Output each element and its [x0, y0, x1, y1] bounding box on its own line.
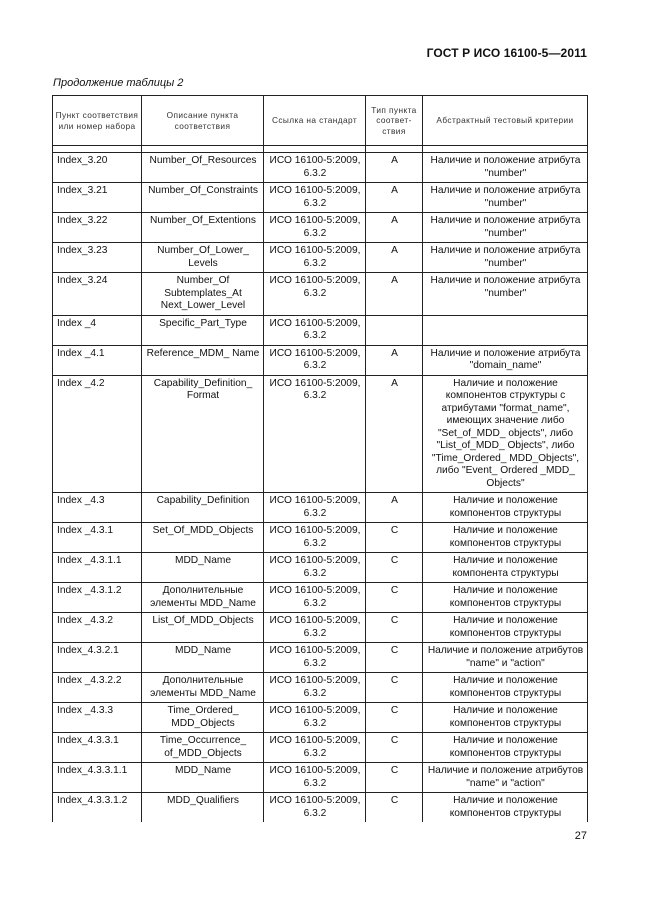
column-header-description: Описание пункта соответствия: [142, 96, 264, 146]
row-description-cell: Дополнительные элементы MDD_Name: [142, 673, 264, 703]
row-criteria-cell: Наличие и положение атрибутов "name" и "action": [423, 643, 588, 673]
table-row: [53, 153, 588, 183]
row-reference-cell: ИСО 16100-5:2009, 6.3.2: [264, 153, 366, 183]
row-type-cell: C: [366, 703, 423, 733]
row-id-cell: Index_4.3.2.1: [53, 643, 142, 673]
row-criteria-cell: [423, 315, 588, 345]
row-criteria-cell: Наличие и положение атрибута "number": [423, 273, 588, 316]
row-criteria-cell: Наличие и положение атрибута "domain_name": [423, 345, 588, 375]
row-description-cell: Number_Of_Constraints: [142, 183, 264, 213]
row-id-cell: Index _4.3.1.1: [53, 553, 142, 583]
row-reference-cell: ИСО 16100-5:2009, 6.3.2: [264, 703, 366, 733]
table-row: [53, 375, 588, 493]
row-criteria-cell: Наличие и положение атрибутов "name" и "action": [423, 763, 588, 793]
row-criteria-cell: Наличие и положение компонентов структуры с атрибутами "format_name", имеющих значение либо "Set_of_MDD_ objects", либо "List_of_MDD_ Objects", либо "Time_Ordered_ MDD_Objects", либо "Event_ Ordered _MDD_ Objects": [423, 375, 588, 493]
row-criteria-cell: Наличие и положение компонентов структуры: [423, 523, 588, 553]
table-row: [53, 643, 588, 673]
row-criteria-cell: Наличие и положение компонентов структуры: [423, 703, 588, 733]
row-type-cell: C: [366, 793, 423, 823]
column-header-id: Пункт соответствия или номер набора: [53, 96, 142, 146]
row-reference-cell: ИСО 16100-5:2009, 6.3.2: [264, 315, 366, 345]
row-description-cell: Capability_Definition: [142, 493, 264, 523]
row-id-cell: Index _4.3.2.2: [53, 673, 142, 703]
row-type-cell: C: [366, 763, 423, 793]
table-body: [53, 146, 588, 823]
row-id-cell: Index_4.3.3.1: [53, 733, 142, 763]
conformance-table: [52, 95, 588, 822]
row-reference-cell: ИСО 16100-5:2009, 6.3.2: [264, 793, 366, 823]
row-description-cell: Specific_Part_Type: [142, 315, 264, 345]
row-description-cell: MDD_Name: [142, 763, 264, 793]
table-row: [53, 703, 588, 733]
row-reference-cell: ИСО 16100-5:2009, 6.3.2: [264, 733, 366, 763]
row-id-cell: Index_3.20: [53, 153, 142, 183]
row-reference-cell: ИСО 16100-5:2009, 6.3.2: [264, 643, 366, 673]
row-type-cell: A: [366, 153, 423, 183]
row-reference-cell: ИСО 16100-5:2009, 6.3.2: [264, 613, 366, 643]
row-type-cell: C: [366, 733, 423, 763]
row-reference-cell: ИСО 16100-5:2009, 6.3.2: [264, 493, 366, 523]
row-description-cell: Time_Occurrence_ of_MDD_Objects: [142, 733, 264, 763]
column-header-criteria: Абстрактный тестовый критерии: [423, 96, 588, 146]
row-type-cell: A: [366, 375, 423, 493]
table-row: [53, 553, 588, 583]
row-criteria-cell: Наличие и положение компонентов структуры: [423, 793, 588, 823]
row-description-cell: MDD_Name: [142, 553, 264, 583]
row-id-cell: Index _4.3: [53, 493, 142, 523]
table-row: [53, 763, 588, 793]
row-type-cell: A: [366, 345, 423, 375]
row-reference-cell: ИСО 16100-5:2009, 6.3.2: [264, 213, 366, 243]
table-row: [53, 583, 588, 613]
row-reference-cell: ИСО 16100-5:2009, 6.3.2: [264, 273, 366, 316]
table-row: [53, 493, 588, 523]
row-id-cell: Index _4.1: [53, 345, 142, 375]
column-header-reference: Ссылка на стандарт: [264, 96, 366, 146]
row-id-cell: Index_4.3.3.1.1: [53, 763, 142, 793]
row-id-cell: Index _4.3.1.2: [53, 583, 142, 613]
row-reference-cell: ИСО 16100-5:2009, 6.3.2: [264, 763, 366, 793]
row-reference-cell: ИСО 16100-5:2009, 6.3.2: [264, 183, 366, 213]
row-id-cell: Index_3.23: [53, 243, 142, 273]
table-header-row: [53, 96, 588, 146]
row-description-cell: Number_Of_Resources: [142, 153, 264, 183]
row-type-cell: C: [366, 523, 423, 553]
row-description-cell: List_Of_MDD_Objects: [142, 613, 264, 643]
row-reference-cell: ИСО 16100-5:2009, 6.3.2: [264, 523, 366, 553]
table-row: [53, 673, 588, 703]
row-description-cell: Number_Of_Lower_ Levels: [142, 243, 264, 273]
row-type-cell: C: [366, 583, 423, 613]
row-reference-cell: ИСО 16100-5:2009, 6.3.2: [264, 375, 366, 493]
row-reference-cell: ИСО 16100-5:2009, 6.3.2: [264, 345, 366, 375]
row-id-cell: Index _4.3.2: [53, 613, 142, 643]
column-header-type: Тип пункта соответ- ствия: [366, 96, 423, 146]
row-type-cell: C: [366, 643, 423, 673]
row-reference-cell: ИСО 16100-5:2009, 6.3.2: [264, 243, 366, 273]
row-reference-cell: ИСО 16100-5:2009, 6.3.2: [264, 583, 366, 613]
row-criteria-cell: Наличие и положение компонентов структуры: [423, 733, 588, 763]
row-description-cell: Дополнительные элементы MDD_Name: [142, 583, 264, 613]
row-description-cell: Number_Of_Extentions: [142, 213, 264, 243]
table-row: [53, 793, 588, 823]
document-header: ГОСТ Р ИСО 16100-5—2011: [426, 46, 587, 60]
row-type-cell: A: [366, 243, 423, 273]
row-id-cell: Index _4.3.1: [53, 523, 142, 553]
row-criteria-cell: Наличие и положение компонентов структуры: [423, 673, 588, 703]
row-description-cell: Number_Of Subtemplates_At Next_Lower_Level: [142, 273, 264, 316]
row-id-cell: Index_3.22: [53, 213, 142, 243]
row-criteria-cell: Наличие и положение атрибута "number": [423, 213, 588, 243]
row-reference-cell: ИСО 16100-5:2009, 6.3.2: [264, 553, 366, 583]
row-type-cell: A: [366, 183, 423, 213]
table-row: [53, 213, 588, 243]
row-criteria-cell: Наличие и положение компонентов структуры: [423, 493, 588, 523]
row-type-cell: C: [366, 613, 423, 643]
table-row: [53, 273, 588, 316]
table-row: [53, 183, 588, 213]
table-row: [53, 523, 588, 553]
row-id-cell: Index_3.21: [53, 183, 142, 213]
row-type-cell: C: [366, 673, 423, 703]
row-id-cell: Index _4.2: [53, 375, 142, 493]
row-criteria-cell: Наличие и положение компонентов структуры: [423, 583, 588, 613]
row-id-cell: Index_3.24: [53, 273, 142, 316]
header-spacer-row: [53, 146, 588, 153]
row-criteria-cell: Наличие и положение компонента структуры: [423, 553, 588, 583]
table-continuation-caption: Продолжение таблицы 2: [53, 77, 184, 89]
table-row: [53, 243, 588, 273]
row-criteria-cell: Наличие и положение атрибута "number": [423, 243, 588, 273]
row-description-cell: Reference_MDM_ Name: [142, 345, 264, 375]
row-criteria-cell: Наличие и положение атрибута "number": [423, 153, 588, 183]
table-row: [53, 315, 588, 345]
row-id-cell: Index _4.3.3: [53, 703, 142, 733]
table-row: [53, 345, 588, 375]
row-description-cell: Set_Of_MDD_Objects: [142, 523, 264, 553]
table-row: [53, 613, 588, 643]
row-type-cell: A: [366, 273, 423, 316]
row-type-cell: A: [366, 213, 423, 243]
row-type-cell: C: [366, 553, 423, 583]
row-criteria-cell: Наличие и положение атрибута "number": [423, 183, 588, 213]
row-id-cell: Index_4.3.3.1.2: [53, 793, 142, 823]
row-criteria-cell: Наличие и положение компонентов структуры: [423, 613, 588, 643]
table-row: [53, 733, 588, 763]
row-type-cell: [366, 315, 423, 345]
row-reference-cell: ИСО 16100-5:2009, 6.3.2: [264, 673, 366, 703]
row-description-cell: Time_Ordered_ MDD_Objects: [142, 703, 264, 733]
row-description-cell: Capability_Definition_ Format: [142, 375, 264, 493]
row-description-cell: MDD_Name: [142, 643, 264, 673]
row-id-cell: Index _4: [53, 315, 142, 345]
row-description-cell: MDD_Qualifiers: [142, 793, 264, 823]
row-type-cell: A: [366, 493, 423, 523]
page-number: 27: [574, 830, 587, 842]
